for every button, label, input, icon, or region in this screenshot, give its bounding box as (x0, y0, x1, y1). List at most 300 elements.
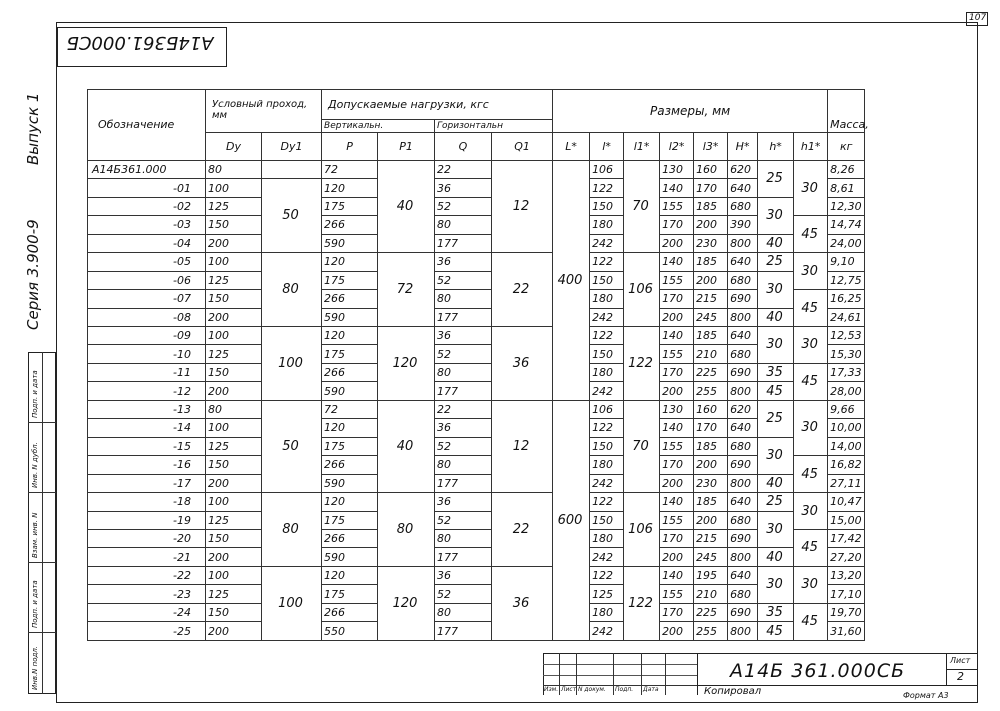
header-dy1: Dy1 (262, 132, 322, 160)
cell-mass: 27,11 (828, 474, 865, 492)
title-block-code: А14Б 361.000СБ (730, 660, 906, 682)
cell-h: 25 (758, 493, 794, 511)
cell-p: 175 (322, 585, 378, 603)
cell-designation: -20 (88, 529, 206, 547)
cell-dy: 200 (206, 474, 262, 492)
cell-dy: 150 (206, 290, 262, 308)
side-strip-sep-4 (28, 422, 56, 423)
table-row (88, 308, 865, 326)
header-sizes: Размеры, мм (553, 90, 828, 133)
cell-h: 35 (758, 603, 794, 621)
cell-dy: 100 (206, 253, 262, 271)
cell-q: 177 (435, 548, 492, 566)
table-row (88, 437, 865, 455)
cell-l: 106 (590, 400, 624, 418)
cell-q: 177 (435, 308, 492, 326)
cell-l: 180 (590, 216, 624, 234)
cell-h1: 45 (794, 216, 828, 253)
cell-dy: 125 (206, 271, 262, 289)
cell-l: 242 (590, 308, 624, 326)
cell-h: 640 (728, 326, 758, 344)
cell-mass: 9,66 (828, 400, 865, 418)
cell-h: 680 (728, 345, 758, 363)
cell-q: 80 (435, 290, 492, 308)
cell-l: 122 (590, 326, 624, 344)
cell-l: 125 (590, 585, 624, 603)
cell-l: 150 (590, 511, 624, 529)
cell-l: 150 (590, 345, 624, 363)
cell-q: 52 (435, 345, 492, 363)
cell-h: 45 (758, 382, 794, 400)
cell-mass: 17,33 (828, 363, 865, 381)
cell-l: 242 (590, 548, 624, 566)
cell-p: 590 (322, 382, 378, 400)
cell-l2: 155 (660, 511, 694, 529)
cell-l2: 200 (660, 474, 694, 492)
cell-h: 30 (758, 271, 794, 308)
cell-mass: 17,10 (828, 585, 865, 603)
cell-designation: -16 (88, 456, 206, 474)
cell-l2: 130 (660, 160, 694, 178)
table-row (88, 160, 865, 178)
cell-q1: 12 (492, 400, 553, 492)
spec-table-body (88, 90, 869, 641)
cell-l3: 185 (694, 197, 728, 215)
table-row (88, 179, 865, 197)
cell-l: 150 (590, 271, 624, 289)
stamp-column (543, 653, 560, 695)
cell-h: 45 (758, 622, 794, 641)
cell-designation: -15 (88, 437, 206, 455)
cell-h: 40 (758, 234, 794, 252)
cell-l3: 245 (694, 548, 728, 566)
cell-l2: 200 (660, 234, 694, 252)
cell-h: 800 (728, 382, 758, 400)
cell-q: 177 (435, 234, 492, 252)
cell-q1: 12 (492, 160, 553, 252)
cell-dy1: 50 (262, 400, 322, 492)
cell-p: 72 (322, 400, 378, 418)
cell-p1: 40 (378, 160, 435, 252)
stamp-column (577, 653, 614, 695)
cell-h: 680 (728, 271, 758, 289)
cell-p: 266 (322, 363, 378, 381)
cell-q: 52 (435, 271, 492, 289)
cell-dy: 200 (206, 382, 262, 400)
cell-l: 242 (590, 382, 624, 400)
cell-l3: 185 (694, 326, 728, 344)
cell-l3: 170 (694, 419, 728, 437)
cell-q1: 36 (492, 566, 553, 640)
header-L: L* (553, 132, 590, 160)
cell-p: 175 (322, 437, 378, 455)
cell-p: 590 (322, 234, 378, 252)
table-row (88, 400, 865, 418)
cell-h: 800 (728, 308, 758, 326)
cell-l1: 106 (624, 493, 660, 567)
cell-h: 640 (728, 566, 758, 584)
cell-h1: 30 (794, 253, 828, 290)
cell-l3: 185 (694, 437, 728, 455)
stamp-column-label: Изм. (544, 686, 559, 693)
cell-h: 40 (758, 474, 794, 492)
header-l2: l2* (660, 132, 694, 160)
cell-q: 177 (435, 622, 492, 641)
header-p1: P1 (378, 132, 435, 160)
side-strip-sep-1 (28, 632, 56, 633)
cell-dy1: 100 (262, 566, 322, 640)
header-loads: Допускаемые нагрузки, кгс (322, 90, 553, 120)
cell-l3: 210 (694, 585, 728, 603)
cell-l3: 230 (694, 474, 728, 492)
cell-mass: 10,47 (828, 493, 865, 511)
table-row (88, 511, 865, 529)
cell-l: 122 (590, 566, 624, 584)
table-row (88, 326, 865, 344)
cell-dy: 100 (206, 419, 262, 437)
cell-mass: 15,00 (828, 511, 865, 529)
cell-dy: 125 (206, 511, 262, 529)
header-horizontal: Горизонтальн (435, 120, 553, 133)
cell-p: 266 (322, 529, 378, 547)
cell-l1: 70 (624, 160, 660, 252)
cell-l1: 122 (624, 326, 660, 400)
cell-l2: 140 (660, 179, 694, 197)
cell-designation: -12 (88, 382, 206, 400)
cell-l3: 200 (694, 456, 728, 474)
cell-h: 30 (758, 197, 794, 234)
cell-l3: 200 (694, 216, 728, 234)
table-row (88, 363, 865, 381)
cell-h: 800 (728, 622, 758, 641)
cell-q: 52 (435, 197, 492, 215)
cell-h: 640 (728, 253, 758, 271)
cell-dy: 200 (206, 548, 262, 566)
cell-p: 120 (322, 566, 378, 584)
table-row (88, 345, 865, 363)
cell-l: 242 (590, 474, 624, 492)
header-p: P (322, 132, 378, 160)
header-l: l* (590, 132, 624, 160)
cell-dy: 200 (206, 308, 262, 326)
table-row (88, 456, 865, 474)
header-h1: h1* (794, 132, 828, 160)
cell-q: 36 (435, 179, 492, 197)
cell-designation: -19 (88, 511, 206, 529)
cell-mass: 12,30 (828, 197, 865, 215)
cell-l2: 200 (660, 622, 694, 641)
header-q1: Q1 (492, 132, 553, 160)
cell-h: 690 (728, 363, 758, 381)
cell-p: 266 (322, 603, 378, 621)
cell-q: 22 (435, 160, 492, 178)
cell-dy: 150 (206, 603, 262, 621)
cell-dy: 100 (206, 493, 262, 511)
cell-h: 25 (758, 400, 794, 437)
cell-q: 177 (435, 382, 492, 400)
cell-q: 36 (435, 493, 492, 511)
cell-designation: -24 (88, 603, 206, 621)
cell-p: 120 (322, 493, 378, 511)
cell-designation: -13 (88, 400, 206, 418)
cell-dy: 100 (206, 566, 262, 584)
cell-dy: 150 (206, 456, 262, 474)
cell-l2: 155 (660, 345, 694, 363)
cell-h: 690 (728, 529, 758, 547)
cell-p: 590 (322, 308, 378, 326)
cell-h: 40 (758, 308, 794, 326)
cell-p: 120 (322, 253, 378, 271)
cell-p: 175 (322, 511, 378, 529)
cell-mass: 28,00 (828, 382, 865, 400)
cell-l: 150 (590, 437, 624, 455)
cell-l3: 185 (694, 493, 728, 511)
side-strip-label-4: Инв. N дубл. (31, 442, 39, 488)
cell-l3: 195 (694, 566, 728, 584)
header-l3: l3* (694, 132, 728, 160)
cell-dy: 125 (206, 437, 262, 455)
cell-designation: -21 (88, 548, 206, 566)
cell-h: 25 (758, 253, 794, 271)
cell-l3: 255 (694, 382, 728, 400)
cell-l3: 225 (694, 603, 728, 621)
cell-l1: 122 (624, 566, 660, 640)
table-row (88, 382, 865, 400)
cell-h: 640 (728, 493, 758, 511)
cell-l: 400 (553, 160, 590, 400)
cell-dy: 100 (206, 179, 262, 197)
cell-l: 106 (590, 160, 624, 178)
cell-l3: 255 (694, 622, 728, 641)
stamp-column (642, 653, 666, 695)
cell-q1: 36 (492, 326, 553, 400)
cell-mass: 10,00 (828, 419, 865, 437)
header-mass-unit: кг (828, 132, 865, 160)
cell-mass: 14,74 (828, 216, 865, 234)
cell-l3: 210 (694, 345, 728, 363)
cell-h: 35 (758, 363, 794, 381)
cell-l: 180 (590, 363, 624, 381)
cell-l: 180 (590, 456, 624, 474)
cell-h: 680 (728, 197, 758, 215)
side-strip-divider (42, 352, 43, 694)
cell-dy1: 50 (262, 179, 322, 253)
cell-p: 266 (322, 290, 378, 308)
cell-l3: 160 (694, 400, 728, 418)
cell-dy: 80 (206, 160, 262, 178)
cell-designation: -05 (88, 253, 206, 271)
cell-h1: 30 (794, 493, 828, 530)
cell-q1: 22 (492, 253, 553, 327)
cell-p: 590 (322, 548, 378, 566)
cell-l2: 200 (660, 548, 694, 566)
cell-h: 690 (728, 290, 758, 308)
sheet-number: 2 (957, 670, 964, 683)
table-row (88, 622, 865, 641)
table-row (88, 253, 865, 271)
cell-designation: -25 (88, 622, 206, 641)
cell-h: 30 (758, 511, 794, 548)
cell-h1: 30 (794, 160, 828, 215)
cell-p: 175 (322, 197, 378, 215)
cell-l2: 140 (660, 419, 694, 437)
cell-h: 25 (758, 160, 794, 197)
table-row (88, 474, 865, 492)
cell-q: 80 (435, 603, 492, 621)
cell-p1: 72 (378, 253, 435, 327)
header-designation: Обозначение (88, 90, 206, 161)
table-row (88, 529, 865, 547)
cell-dy: 200 (206, 234, 262, 252)
stamp-column-label: Дата (643, 686, 659, 693)
header-H: H* (728, 132, 758, 160)
header-h: h* (758, 132, 794, 160)
cell-h1: 45 (794, 456, 828, 493)
cell-p: 120 (322, 179, 378, 197)
cell-l: 122 (590, 253, 624, 271)
cell-p: 175 (322, 345, 378, 363)
cell-l3: 215 (694, 290, 728, 308)
cell-h1: 30 (794, 566, 828, 603)
table-row (88, 493, 865, 511)
cell-mass: 8,61 (828, 179, 865, 197)
cell-l2: 155 (660, 197, 694, 215)
table-row (88, 197, 865, 215)
cell-p: 550 (322, 622, 378, 641)
cell-l: 242 (590, 234, 624, 252)
cell-designation: -08 (88, 308, 206, 326)
cell-l: 150 (590, 197, 624, 215)
cell-q1: 22 (492, 493, 553, 567)
table-row (88, 290, 865, 308)
cell-l2: 200 (660, 308, 694, 326)
cell-mass: 17,42 (828, 529, 865, 547)
cell-q: 52 (435, 437, 492, 455)
cell-mass: 16,25 (828, 290, 865, 308)
cell-designation: -18 (88, 493, 206, 511)
cell-designation: -10 (88, 345, 206, 363)
cell-l3: 215 (694, 529, 728, 547)
cell-dy: 125 (206, 345, 262, 363)
cell-l1: 106 (624, 253, 660, 327)
cell-h1: 45 (794, 290, 828, 327)
cell-l3: 170 (694, 179, 728, 197)
cell-p: 175 (322, 271, 378, 289)
cell-dy1: 80 (262, 253, 322, 327)
cell-q: 80 (435, 456, 492, 474)
cell-mass: 12,53 (828, 326, 865, 344)
side-issue: Выпуск 1 (24, 92, 42, 165)
cell-q: 36 (435, 566, 492, 584)
cell-dy: 150 (206, 529, 262, 547)
cell-l3: 185 (694, 253, 728, 271)
cell-l3: 200 (694, 511, 728, 529)
header-q: Q (435, 132, 492, 160)
header-l1: l1* (624, 132, 660, 160)
cell-mass: 27,20 (828, 548, 865, 566)
sheet-label: Лист (950, 656, 971, 665)
cell-l2: 200 (660, 382, 694, 400)
cell-l2: 140 (660, 493, 694, 511)
cell-l: 122 (590, 493, 624, 511)
side-strip-sep-3 (28, 492, 56, 493)
table-row (88, 234, 865, 252)
cell-mass: 14,00 (828, 437, 865, 455)
cell-q: 22 (435, 400, 492, 418)
cell-q: 36 (435, 326, 492, 344)
cell-dy: 200 (206, 622, 262, 641)
cell-p: 266 (322, 216, 378, 234)
cell-mass: 24,00 (828, 234, 865, 252)
cell-h: 690 (728, 456, 758, 474)
cell-q: 52 (435, 585, 492, 603)
cell-dy: 125 (206, 585, 262, 603)
cell-mass: 13,20 (828, 566, 865, 584)
cell-l: 600 (553, 400, 590, 640)
cell-designation: -11 (88, 363, 206, 381)
cell-l2: 140 (660, 253, 694, 271)
table-row (88, 566, 865, 584)
header-vertical: Вертикальн. (322, 120, 435, 133)
side-strip-label-2: Подп. и дата (31, 580, 39, 628)
cell-h: 30 (758, 566, 794, 603)
cell-h1: 45 (794, 529, 828, 566)
cell-l2: 170 (660, 529, 694, 547)
cell-p1: 80 (378, 493, 435, 567)
cell-h1: 30 (794, 400, 828, 455)
side-series: Серия 3.900-9 (24, 219, 42, 330)
cell-h1: 30 (794, 326, 828, 363)
cell-dy1: 100 (262, 326, 322, 400)
cell-p: 590 (322, 474, 378, 492)
page-number: 107 (969, 13, 987, 23)
cell-p1: 120 (378, 566, 435, 640)
cell-l: 122 (590, 419, 624, 437)
cell-dy: 150 (206, 363, 262, 381)
cell-l: 180 (590, 529, 624, 547)
cell-designation: А14Б361.000 (88, 160, 206, 178)
cell-h: 620 (728, 400, 758, 418)
cell-l2: 170 (660, 363, 694, 381)
cell-designation: -02 (88, 197, 206, 215)
cell-h: 800 (728, 474, 758, 492)
cell-q: 52 (435, 511, 492, 529)
cell-q: 80 (435, 216, 492, 234)
cell-l3: 225 (694, 363, 728, 381)
cell-designation: -14 (88, 419, 206, 437)
cell-l2: 170 (660, 603, 694, 621)
cell-dy1: 80 (262, 493, 322, 567)
cell-q: 80 (435, 529, 492, 547)
cell-mass: 16,82 (828, 456, 865, 474)
cell-designation: -04 (88, 234, 206, 252)
side-strip-label-5: Подп. и дата (31, 370, 39, 418)
cell-dy: 80 (206, 400, 262, 418)
cell-l3: 200 (694, 271, 728, 289)
cell-p1: 120 (378, 326, 435, 400)
cell-l2: 155 (660, 437, 694, 455)
cell-dy: 150 (206, 216, 262, 234)
cell-l: 180 (590, 603, 624, 621)
cell-l2: 170 (660, 290, 694, 308)
cell-l2: 170 (660, 456, 694, 474)
table-row (88, 603, 865, 621)
side-strip-label-1: Инв.N подл. (31, 645, 39, 690)
cell-h: 680 (728, 585, 758, 603)
cell-l1: 70 (624, 400, 660, 492)
stamp-column (560, 653, 577, 695)
cell-designation: -01 (88, 179, 206, 197)
